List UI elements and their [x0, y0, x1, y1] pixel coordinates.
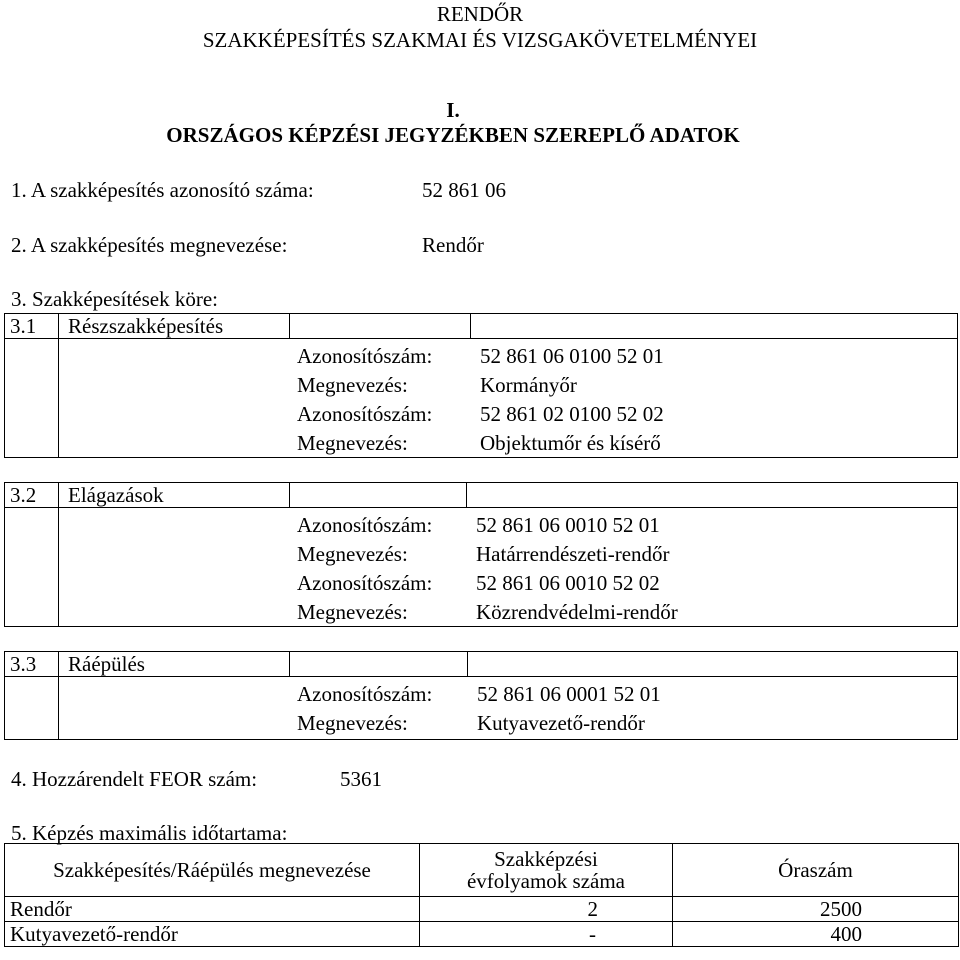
sub-3-2-number: 3.2	[10, 483, 37, 507]
sub-3-2-divider	[466, 482, 467, 508]
table-row	[5, 897, 959, 922]
sub-3-2-row-3-key: Azonosítószám:	[297, 571, 433, 595]
sub-3-3-row-2-value: Kutyavezető-rendőr	[477, 711, 645, 735]
document-title-line2: SZAKKÉPESÍTÉS SZAKMAI ÉS VIZSGAKÖVETELMÉNYEI	[202, 28, 758, 52]
item-3-label: 3. Szakképesítések köre:	[11, 287, 219, 311]
cell-hours: 400	[673, 922, 959, 947]
sub-3-3-title: Ráépülés	[68, 652, 145, 676]
sub-3-1-row-3-key: Azonosítószám:	[297, 402, 433, 426]
section-number: I.	[446, 98, 460, 122]
sub-3-1-row-2-value: Kormányőr	[480, 373, 577, 397]
item-4-value: 5361	[340, 767, 382, 791]
item-4-label: 4. Hozzárendelt FEOR szám:	[11, 767, 258, 791]
sub-3-3-row-1-key: Azonosítószám:	[297, 682, 433, 706]
sub-3-1-row-4-value: Objektumőr és kísérő	[480, 431, 661, 455]
item-5-label: 5. Képzés maximális időtartama:	[11, 821, 288, 845]
sub-3-2-title: Elágazások	[68, 483, 164, 507]
item-1-label: 1. A szakképesítés azonosító száma:	[11, 178, 314, 202]
sub-3-3-divider	[467, 651, 468, 677]
sub-3-2-row-4-key: Megnevezés:	[297, 600, 408, 624]
sub-3-1-row-2-key: Megnevezés:	[297, 373, 408, 397]
column-header-name: Szakképesítés/Ráépülés megnevezése	[5, 844, 420, 897]
sub-3-3-row-1-value: 52 861 06 0001 52 01	[477, 682, 661, 706]
cell-name: Rendőr	[5, 897, 420, 922]
sub-3-2-row-2-value: Határrendészeti-rendőr	[476, 542, 670, 566]
cell-years: -	[420, 922, 673, 947]
table-row	[5, 922, 959, 947]
sub-3-1-row-4-key: Megnevezés:	[297, 431, 408, 455]
sub-3-1-number-column	[4, 338, 59, 458]
training-hours-table	[4, 843, 959, 947]
sub-3-1-row-1-key: Azonosítószám:	[297, 344, 433, 368]
sub-3-3-row-2-key: Megnevezés:	[297, 711, 408, 735]
cell-name: Kutyavezető-rendőr	[5, 922, 420, 947]
sub-3-1-row-1-value: 52 861 06 0100 52 01	[480, 344, 664, 368]
table-header-row	[5, 844, 959, 897]
item-2-label: 2. A szakképesítés megnevezése:	[11, 233, 288, 257]
cell-hours: 2500	[673, 897, 959, 922]
column-header-hours: Óraszám	[673, 844, 959, 897]
sub-3-1-number: 3.1	[10, 314, 37, 338]
cell-years: 2	[420, 897, 673, 922]
section-title: ORSZÁGOS KÉPZÉSI JEGYZÉKBEN SZEREPLŐ ADATOK	[166, 123, 740, 147]
sub-3-2-row-1-key: Azonosítószám:	[297, 513, 433, 537]
sub-3-1-divider	[470, 313, 471, 339]
document-title-line1: RENDŐR	[436, 2, 524, 26]
sub-3-2-row-2-key: Megnevezés:	[297, 542, 408, 566]
sub-3-1-row-3-value: 52 861 02 0100 52 02	[480, 402, 664, 426]
sub-3-2-row-1-value: 52 861 06 0010 52 01	[476, 513, 660, 537]
sub-3-3-number-column	[4, 676, 59, 740]
item-2-value: Rendőr	[422, 233, 484, 257]
sub-3-1-title: Részszakképesítés	[68, 314, 224, 338]
item-1-value: 52 861 06	[422, 178, 506, 202]
sub-3-3-number: 3.3	[10, 652, 37, 676]
column-header-years: Szakképzési évfolyamok száma	[420, 844, 673, 897]
sub-3-2-row-4-value: Közrendvédelmi-rendőr	[476, 600, 678, 624]
sub-3-2-row-3-value: 52 861 06 0010 52 02	[476, 571, 660, 595]
sub-3-2-number-column	[4, 507, 59, 627]
